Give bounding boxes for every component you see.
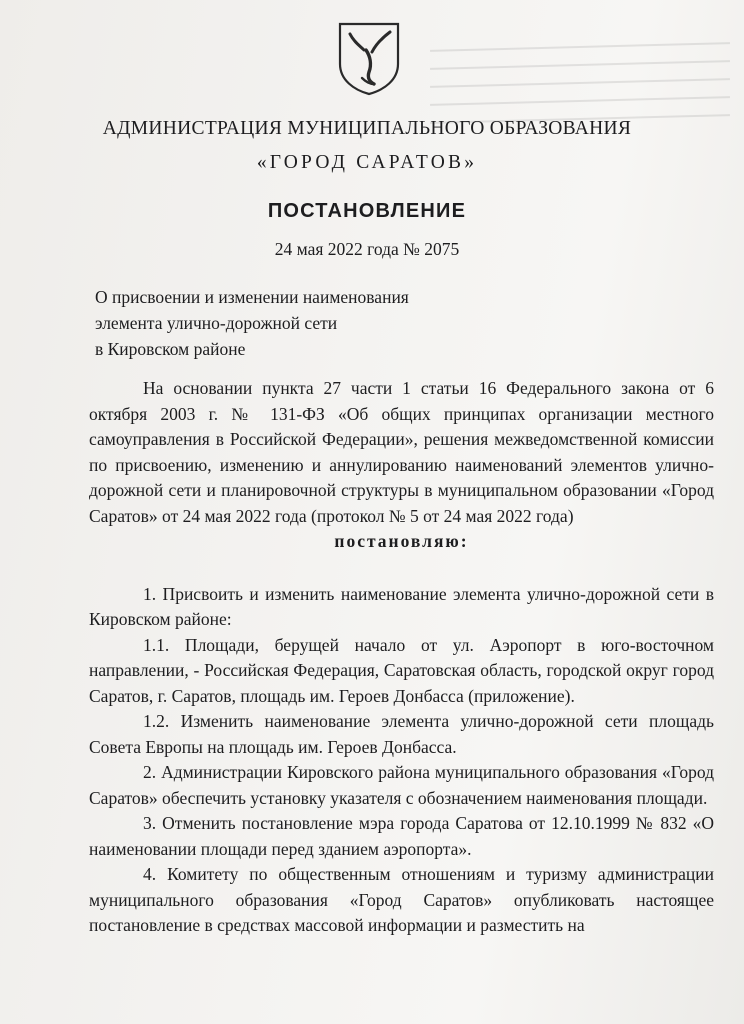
city-name: «ГОРОД САРАТОВ» — [256, 152, 478, 173]
document-subject — [95, 284, 409, 362]
document-type-title: ПОСТАНОВЛЕНИЕ — [267, 200, 467, 222]
decree-word: постановляю: — [334, 531, 469, 551]
preamble-paragraph: На основании пункта 27 части 1 статьи 16 Федерального закона от 6 октября 2003 г. № 131-ФЗ «Об общих принципах организации местного самоуправления в Российской Федерации», решения межведомственной комиссии по присвоению, изменению и аннулированию наименований элементов улично-дорожной сети и планировочной структуры в муниципальном образовании «Город Саратов» от 24 мая 2022 года (протокол № 5 от 24 мая 2022 года) — [89, 378, 714, 526]
subject-line: элемента улично-дорожной сети — [95, 313, 338, 333]
saratov-coat-of-arms-icon — [336, 20, 402, 96]
item-paragraph: 4. Комитету по общественным отношениям и туризму администрации муниципального образования «Город Саратов» опубликовать настоящее постановление в средствах массовой информации и разместить на — [89, 864, 714, 935]
organization-name: АДМИНИСТРАЦИЯ МУНИЦИПАЛЬНОГО ОБРАЗОВАНИЯ — [102, 118, 632, 139]
document-date-number: 24 мая 2022 года № 2075 — [274, 239, 460, 259]
subject-line: О присвоении и изменении наименования — [95, 287, 409, 307]
item-paragraph: 2. Администрации Кировского района муниципального образования «Город Саратов» обеспечить установку указателя с обозначением наименования площади. — [89, 762, 714, 808]
subject-line: в Кировском районе — [95, 339, 246, 359]
item-paragraph: 1.2. Изменить наименование элемента улично-дорожной сети площадь Совета Европы на площадь им. Героев Донбасса. — [89, 711, 714, 757]
item-paragraph: 1. Присвоить и изменить наименование элемента улично-дорожной сети в Кировском районе: — [89, 583, 714, 629]
document-body — [89, 376, 714, 939]
item-paragraph: 3. Отменить постановление мэра города Саратова от 12.10.1999 № 832 «О наименовании площади перед зданием аэропорта». — [89, 813, 714, 859]
item-paragraph: 1.1. Площади, берущей начало от ул. Аэропорт в юго-восточном направлении, - Российская Федерация, Саратовская область, городской округ город Саратов, г. Саратов, площадь им. Героев Донбасса (приложение). — [89, 634, 714, 706]
